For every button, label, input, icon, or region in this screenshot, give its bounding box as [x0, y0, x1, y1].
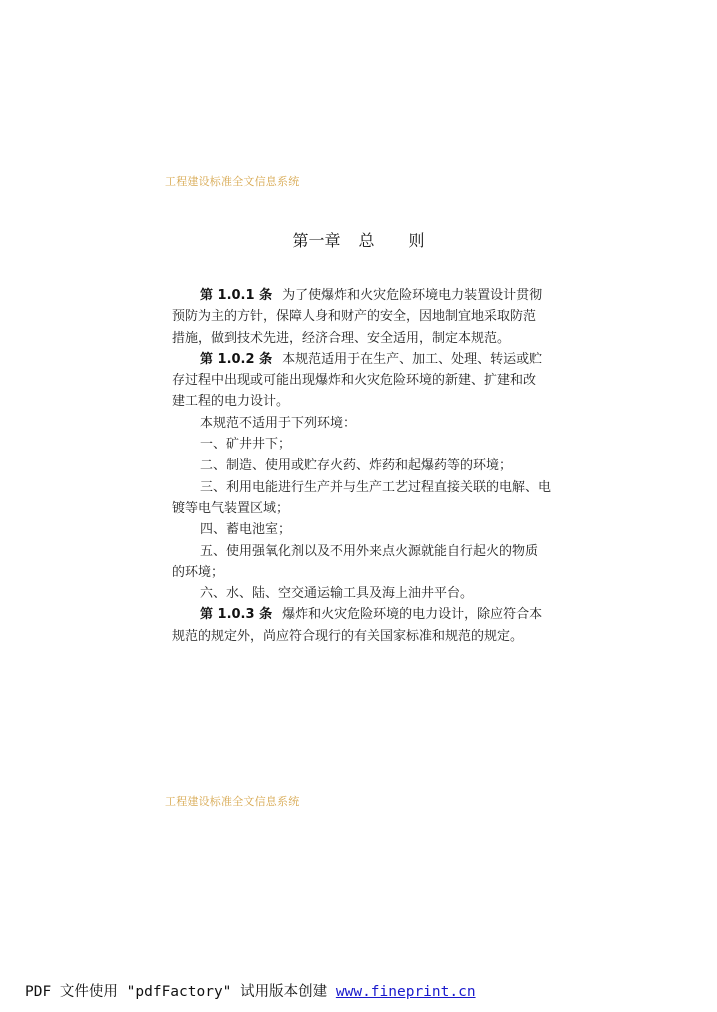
list-item-6: 六、水、陆、空交通运输工具及海上油井平台。 — [200, 586, 474, 602]
article-1-0-1-line-3: 措施，做到技术先进，经济合理、安全适用，制定本规范。 — [172, 330, 511, 346]
article-1-0-2-line-3: 建工程的电力设计。 — [172, 394, 290, 410]
list-item-1: 一、矿井井下； — [200, 437, 292, 453]
article-1-0-3-line-1: 第 1.0.3 条 爆炸和火灾危险环境的电力设计，除应符合本 — [200, 607, 543, 623]
list-item-2: 二、制造、使用或贮存火药、炸药和起爆药等的环境； — [200, 458, 513, 474]
pdf-footer — [25, 980, 476, 1001]
document-body — [172, 285, 554, 647]
not-apply-heading: 本规范不适用于下列环境： — [200, 415, 357, 431]
article-label: 第 1.0.1 条 — [200, 288, 273, 303]
footer-text: PDF 文件使用 "pdfFactory" 试用版本创建 — [25, 984, 336, 1000]
list-item-4: 四、蓄电池室； — [200, 522, 292, 538]
watermark-bottom: 工程建设标准全文信息系统 — [165, 795, 300, 808]
footer-link[interactable]: www.fineprint.cn — [335, 984, 476, 1000]
article-1-0-1-line-1: 第 1.0.1 条 为了使爆炸和火灾危险环境电力装置设计贯彻 — [200, 288, 543, 303]
chapter-number: 第一章 — [292, 231, 341, 250]
list-item-5-line-1: 五、使用强氧化剂以及不用外来点火源就能自行起火的物质 — [200, 543, 539, 559]
article-label: 第 1.0.3 条 — [200, 607, 273, 623]
article-1-0-3-line-2: 规范的规定外，尚应符合现行的有关国家标准和规范的规定。 — [172, 628, 524, 644]
list-item-3-line-1: 三、利用电能进行生产并与生产工艺过程直接关联的电解、电 — [200, 479, 552, 495]
article-label: 第 1.0.2 条 — [200, 351, 273, 367]
chapter-title-part2: 则 — [408, 231, 425, 250]
list-item-5-line-2: 的环境； — [172, 564, 225, 580]
article-1-0-2-line-2: 存过程中出现或可能出现爆炸和火灾危险环境的新建、扩建和改 — [172, 373, 537, 389]
article-1-0-2-line-1: 第 1.0.2 条 本规范适用于在生产、加工、处理、转运或贮 — [200, 351, 543, 367]
chapter-title — [0, 228, 717, 251]
watermark-top: 工程建设标准全文信息系统 — [165, 175, 300, 188]
article-1-0-1-line-2: 预防为主的方针，保障人身和财产的安全，因地制宜地采取防范 — [172, 309, 537, 325]
list-item-3-line-2: 镀等电气装置区域； — [172, 500, 290, 516]
chapter-title-part1: 总 — [358, 231, 375, 250]
